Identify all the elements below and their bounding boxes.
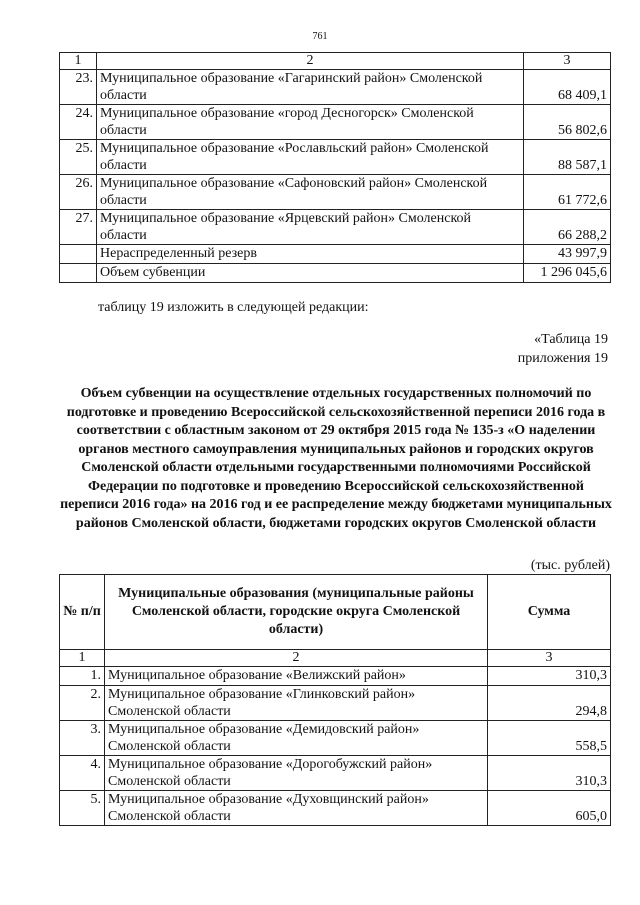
table-row [60,791,611,826]
reserve-row [60,245,611,264]
column-index-row [60,650,611,667]
municipality-name: Муниципальное образование «Глинковский район» Смоленской области [105,686,488,721]
table-row [60,210,611,245]
municipality-name: Муниципальное образование «Гагаринский район» Смоленской области [97,70,524,105]
header-cell: 2 [97,53,524,70]
subvention-distribution-table [59,574,611,826]
municipality-name: Муниципальное образование «Велижский район» [105,667,488,686]
reserve-label: Нераспределенный резерв [97,245,524,264]
amount: 61 772,6 [524,175,611,210]
row-number: 3. [60,721,105,756]
index-cell: 3 [488,650,611,667]
table-row [60,667,611,686]
units-label: (тыс. рублей) [530,558,610,573]
table-reference-line: приложения 19 [517,351,608,366]
amendment-paragraph: таблицу 19 изложить в следующей редакции: [98,300,369,315]
total-amount: 1 296 045,6 [524,264,611,283]
row-number: 1. [60,667,105,686]
total-row [60,264,611,283]
row-number: 27. [60,210,97,245]
row-number: 5. [60,791,105,826]
amount: 605,0 [488,791,611,826]
municipality-name: Муниципальное образование «Сафоновский район» Смоленской области [97,175,524,210]
table-reference-line: «Таблица 19 [534,332,608,347]
table-row [60,105,611,140]
empty-cell [60,245,97,264]
empty-cell [60,264,97,283]
amount: 56 802,6 [524,105,611,140]
municipality-name: Муниципальное образование «Рославльский район» Смоленской области [97,140,524,175]
total-label: Объем субвенции [97,264,524,283]
table-header-row [60,53,611,70]
table-row [60,175,611,210]
table-header-row [60,575,611,650]
table-row [60,140,611,175]
table-row [60,756,611,791]
row-number: 26. [60,175,97,210]
index-cell: 2 [105,650,488,667]
page-number: 761 [312,31,328,42]
municipality-name: Муниципальное образование «Духовщинский район» Смоленской области [105,791,488,826]
row-number: 25. [60,140,97,175]
table-row [60,686,611,721]
row-number: 23. [60,70,97,105]
municipality-name: Муниципальное образование «Демидовский район» Смоленской области [105,721,488,756]
column-header-sum: Сумма [488,575,611,650]
index-cell: 1 [60,650,105,667]
reserve-amount: 43 997,9 [524,245,611,264]
header-cell: 1 [60,53,97,70]
amount: 558,5 [488,721,611,756]
column-header-number: № п/п [60,575,105,650]
municipality-name: Муниципальное образование «Дорогобужский район» Смоленской области [105,756,488,791]
table-row [60,721,611,756]
municipality-name: Муниципальное образование «город Десногорск» Смоленской области [97,105,524,140]
table-row [60,70,611,105]
column-header-name: Муниципальные образования (муниципальные районы Смоленской области, городские округа Смоленской области) [105,575,488,650]
amount: 310,3 [488,667,611,686]
amount: 66 288,2 [524,210,611,245]
previous-allocation-table [59,52,611,283]
municipality-name: Муниципальное образование «Ярцевский район» Смоленской области [97,210,524,245]
row-number: 4. [60,756,105,791]
amount: 68 409,1 [524,70,611,105]
amount: 88 587,1 [524,140,611,175]
table-reference [518,330,608,368]
amount: 310,3 [488,756,611,791]
amount: 294,8 [488,686,611,721]
header-cell: 3 [524,53,611,70]
row-number: 24. [60,105,97,140]
document-title: Объем субвенции на осуществление отдельных государственных полномочий по подготовке и проведению Всероссийской сельскохозяйственной переписи 2016 года в соответствии с областным законом от 29 октября 2015 года № 135-з «О наделении органов местного самоуправления муниципальных районов и городских округов Смоленской области отдельными государственными полномочиями Российской Федерации по подготовке и проведению Всероссийской сельскохозяйственной переписи 2016 года» на 2016 год и ее распределение между бюджетами муниципальных районов Смоленской области, бюджетами городских округов Смоленской области [60,386,612,531]
row-number: 2. [60,686,105,721]
